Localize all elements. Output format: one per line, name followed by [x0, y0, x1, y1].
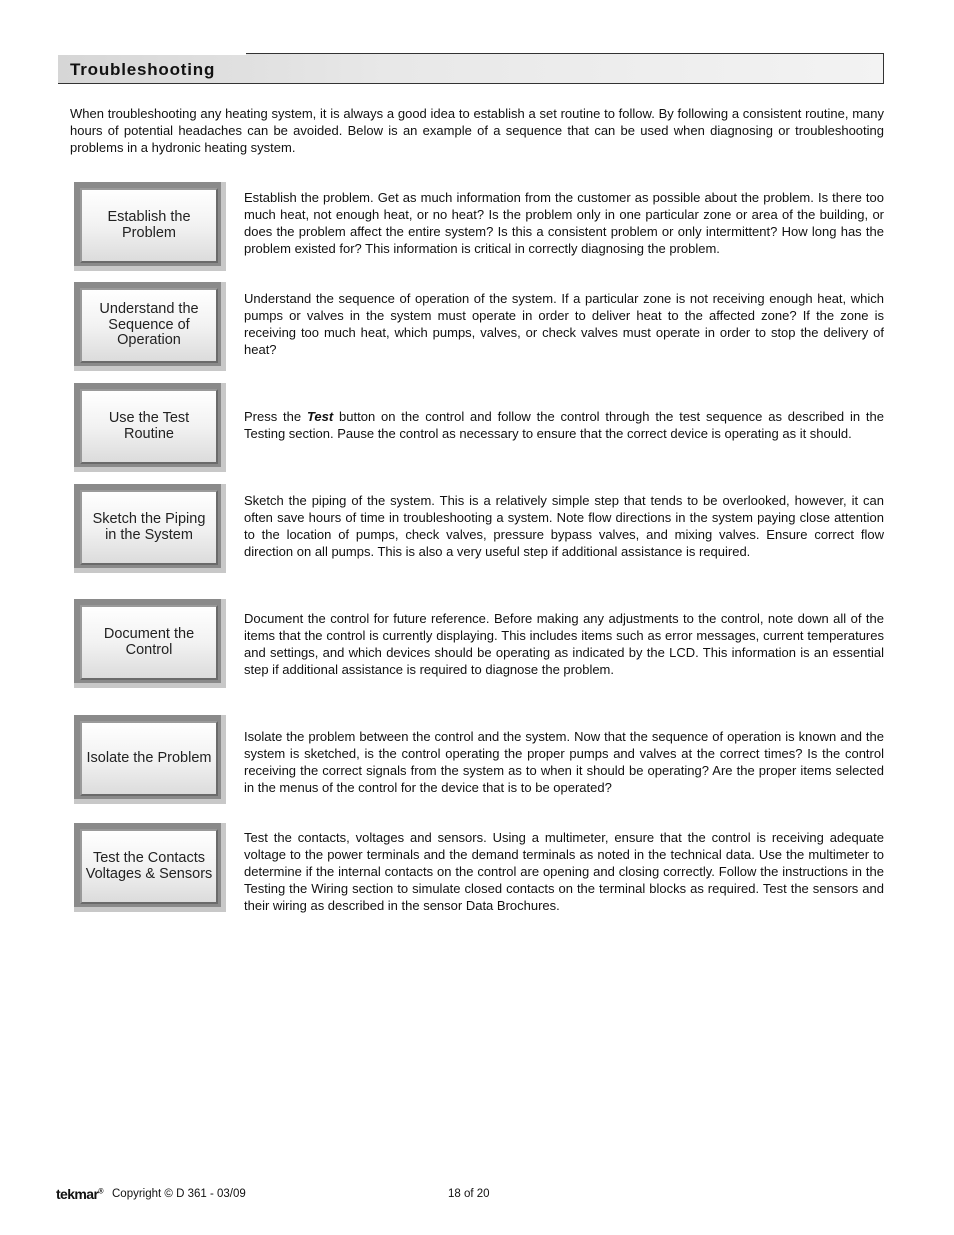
text-segment: button on the control and follow the control through the test sequence as described in the Testing section. Pause the control as necessary to ensure that the correct device is operating as it should. [244, 409, 884, 441]
page-number: 18 of 20 [448, 1188, 490, 1200]
step-box-test-routine [74, 383, 226, 472]
step-label: Document the Control [103, 626, 195, 658]
step-description-test-routine [244, 408, 884, 442]
step-box-isolate [74, 715, 226, 804]
step-label: Establish the Problem [107, 209, 191, 241]
step-description-isolate: Isolate the problem between the control and the system. Now that the sequence of operation is known and the system is sketched, is the control operating the proper pumps and valves at the correct times? Is the control receiving the correct signals from the system as to when it should be operating? Are the proper items selected in the menus of the control for the device that is to be operated? [244, 729, 884, 795]
step-description-contacts: Test the contacts, voltages and sensors. Using a multimeter, ensure that the control is receiving adequate voltage to the power terminals and the demand terminals as noted in the technical data. Use the multimeter to determine if the internal contacts on the control are opening and closing correctly. Follow the instructions in the Testing the Wiring section to simulate closed contacts on the terminal blocks as required. Test the sensors and their wiring as described in the sensor Data Brochures. [244, 830, 884, 913]
step-description-document: Document the control for future reference. Before making any adjustments to the control, note down all of the items that the control is currently displaying. This includes items such as error messages, current temperatures and settings, and which devices should be operating as indicated by the LCD. This information is an essential step if additional assistance is required to diagnose the problem. [244, 611, 884, 677]
step-box-establish [74, 182, 226, 271]
step-description-establish: Establish the problem. Get as much information from the customer as possible about the problem. Is there too much heat, not enough heat, or no heat? Is the problem only in one particular zone or area of the building, or does the problem affect the entire system? Is this a consistent problem or only intermittent? How long has the problem existed for? This information is critical in correctly diagnosing the problem. [244, 190, 884, 256]
test-button-reference: Test [306, 409, 334, 424]
tekmar-logo [56, 1186, 104, 1202]
step-box-sequence [74, 282, 226, 371]
step-description-sequence: Understand the sequence of operation of the system. If a particular zone is not receiving enough heat, which pumps or valves in the system must operate in order to deliver heat to the affected zone? If the zone is receiving too much heat, which pumps, valves, or check valves must operate in order to stop the delivery of heat? [244, 291, 884, 357]
page-title: Troubleshooting [70, 60, 216, 79]
text-segment: Press the [244, 409, 307, 424]
registered-mark: ® [98, 1188, 104, 1196]
step-label: Isolate the Problem [86, 749, 212, 766]
footer-copyright: Copyright © D 361 - 03/09 [112, 1188, 246, 1200]
step-box-document [74, 599, 226, 688]
intro-paragraph: When troubleshooting any heating system, it is always a good idea to establish a set routine to follow. By following a consistent routine, many hours of potential headaches can be avoided. Below is an example of a sequence that can be used when diagnosing or troubleshooting problems in a hydronic heating system. [70, 106, 884, 155]
step-label: Sketch the Piping in the System [92, 511, 206, 543]
step-box-contacts [74, 823, 226, 912]
step-description-sketch: Sketch the piping of the system. This is a relatively simple step that tends to be overlooked, however, it can often save hours of time in troubleshooting a system. Note flow directions in the system paying close attention to the location of pumps, check valves, pressure bypass valves, and mixing valves. Ensure correct flow direction on all pumps. This is also a very useful step if additional assistance is required. [244, 493, 884, 559]
step-label: Use the Test Routine [108, 410, 190, 442]
section-title-bar [58, 53, 884, 84]
logo-text: tekmar [56, 1186, 99, 1202]
step-label: Understand the Sequence of Operation [99, 301, 199, 349]
step-label: Test the Contacts Voltages & Sensors [85, 850, 213, 882]
step-box-sketch [74, 484, 226, 573]
